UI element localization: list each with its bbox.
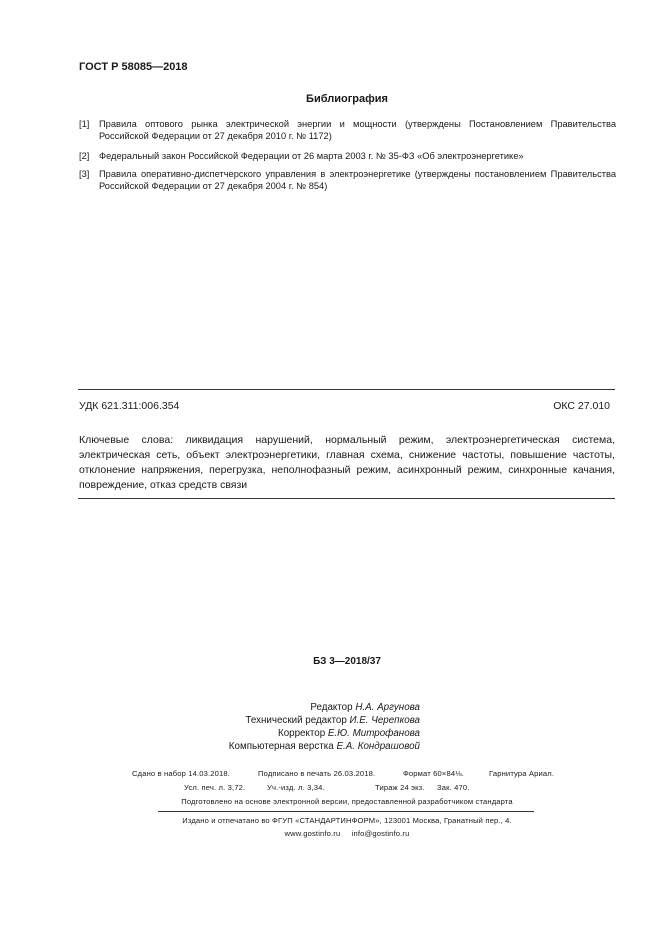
bibliography-item xyxy=(79,118,616,142)
staff-role: Компьютерная верстка xyxy=(228,741,334,752)
divider xyxy=(78,498,615,499)
bibliography-item-text: Правила оптового рынка электрической энергии и мощности (утверждены Постановлением Правительства Российской Федерации от 27 декабря 2010 г. № 1172) xyxy=(99,119,616,141)
udk-code: УДК 621.311:006.354 xyxy=(79,400,180,412)
website-link[interactable]: www.gostinfo.ru xyxy=(284,829,341,838)
print-order: Зак. 470. xyxy=(437,783,470,792)
bibliography-item xyxy=(79,150,616,162)
publisher-info: Издано и отпечатано во ФГУП «СТАНДАРТИНФОРМ», 123001 Москва, Гранатный пер., 4. xyxy=(182,816,512,825)
bibliography-item-number: [1] xyxy=(79,119,90,129)
staff-name: Е.Ю. Митрофанова xyxy=(327,728,420,739)
print-circulation: Тираж 24 экз. xyxy=(375,783,425,792)
staff-line xyxy=(180,702,420,713)
staff-role: Редактор xyxy=(310,702,353,713)
email-link[interactable]: info@gostinfo.ru xyxy=(351,829,410,838)
bz-number: БЗ 3—2018/37 xyxy=(313,656,381,667)
divider xyxy=(78,389,615,390)
print-sent: Сдано в набор 14.03.2018. xyxy=(132,769,230,778)
divider xyxy=(158,811,534,812)
staff-line xyxy=(180,728,420,739)
print-edition-sheets: Уч.-изд. л. 3,34. xyxy=(267,783,325,792)
publisher-contacts xyxy=(0,829,661,838)
staff-line xyxy=(180,741,420,752)
bibliography-item-number: [3] xyxy=(79,169,90,179)
bibliography-item-text: Федеральный закон Российской Федерации от 26 марта 2003 г. № 35-ФЗ «Об электроэнергетике» xyxy=(99,151,524,161)
staff-name: Н.А. Аргунова xyxy=(355,702,420,713)
staff-name: И.Е. Черепкова xyxy=(349,715,420,726)
oks-code: ОКС 27.010 xyxy=(553,400,610,412)
staff-role: Корректор xyxy=(277,728,326,739)
print-font: Гарнитура Ариал. xyxy=(489,769,555,778)
bibliography-item-text: Правила оперативно-диспетчерского управления в электроэнергетике (утверждены постановлением Правительства Российской Федерации от 27 декабря 2004 г. № 854) xyxy=(99,169,616,191)
print-sheets: Усл. печ. л. 3,72. xyxy=(184,783,246,792)
prepared-note: Подготовлено на основе электронной версии, предоставленной разработчиком стандарта xyxy=(181,797,513,806)
print-signed: Подписано в печать 26.03.2018. xyxy=(258,769,376,778)
staff-name: Е.А. Кондрашовой xyxy=(336,741,420,752)
standard-number: ГОСТ Р 58085—2018 xyxy=(79,61,188,73)
staff-line xyxy=(180,715,420,726)
bibliography-item xyxy=(79,168,616,192)
bibliography-title: Библиография xyxy=(306,93,388,105)
bibliography-item-number: [2] xyxy=(79,151,90,161)
keywords: Ключевые слова: ликвидация нарушений, нормальный режим, электроэнергетическая система, электрическая сеть, объект электроэнергетики, главная схема, снижение частоты, повышение частоты, отклонение напряжения, перегрузка, неполнофазный режим, асинхронный режим, синхронные качания, повреждение, отказ средств связи xyxy=(79,434,615,491)
staff-role: Технический редактор xyxy=(245,715,347,726)
print-format: Формат 60×84⅛. xyxy=(403,769,464,778)
